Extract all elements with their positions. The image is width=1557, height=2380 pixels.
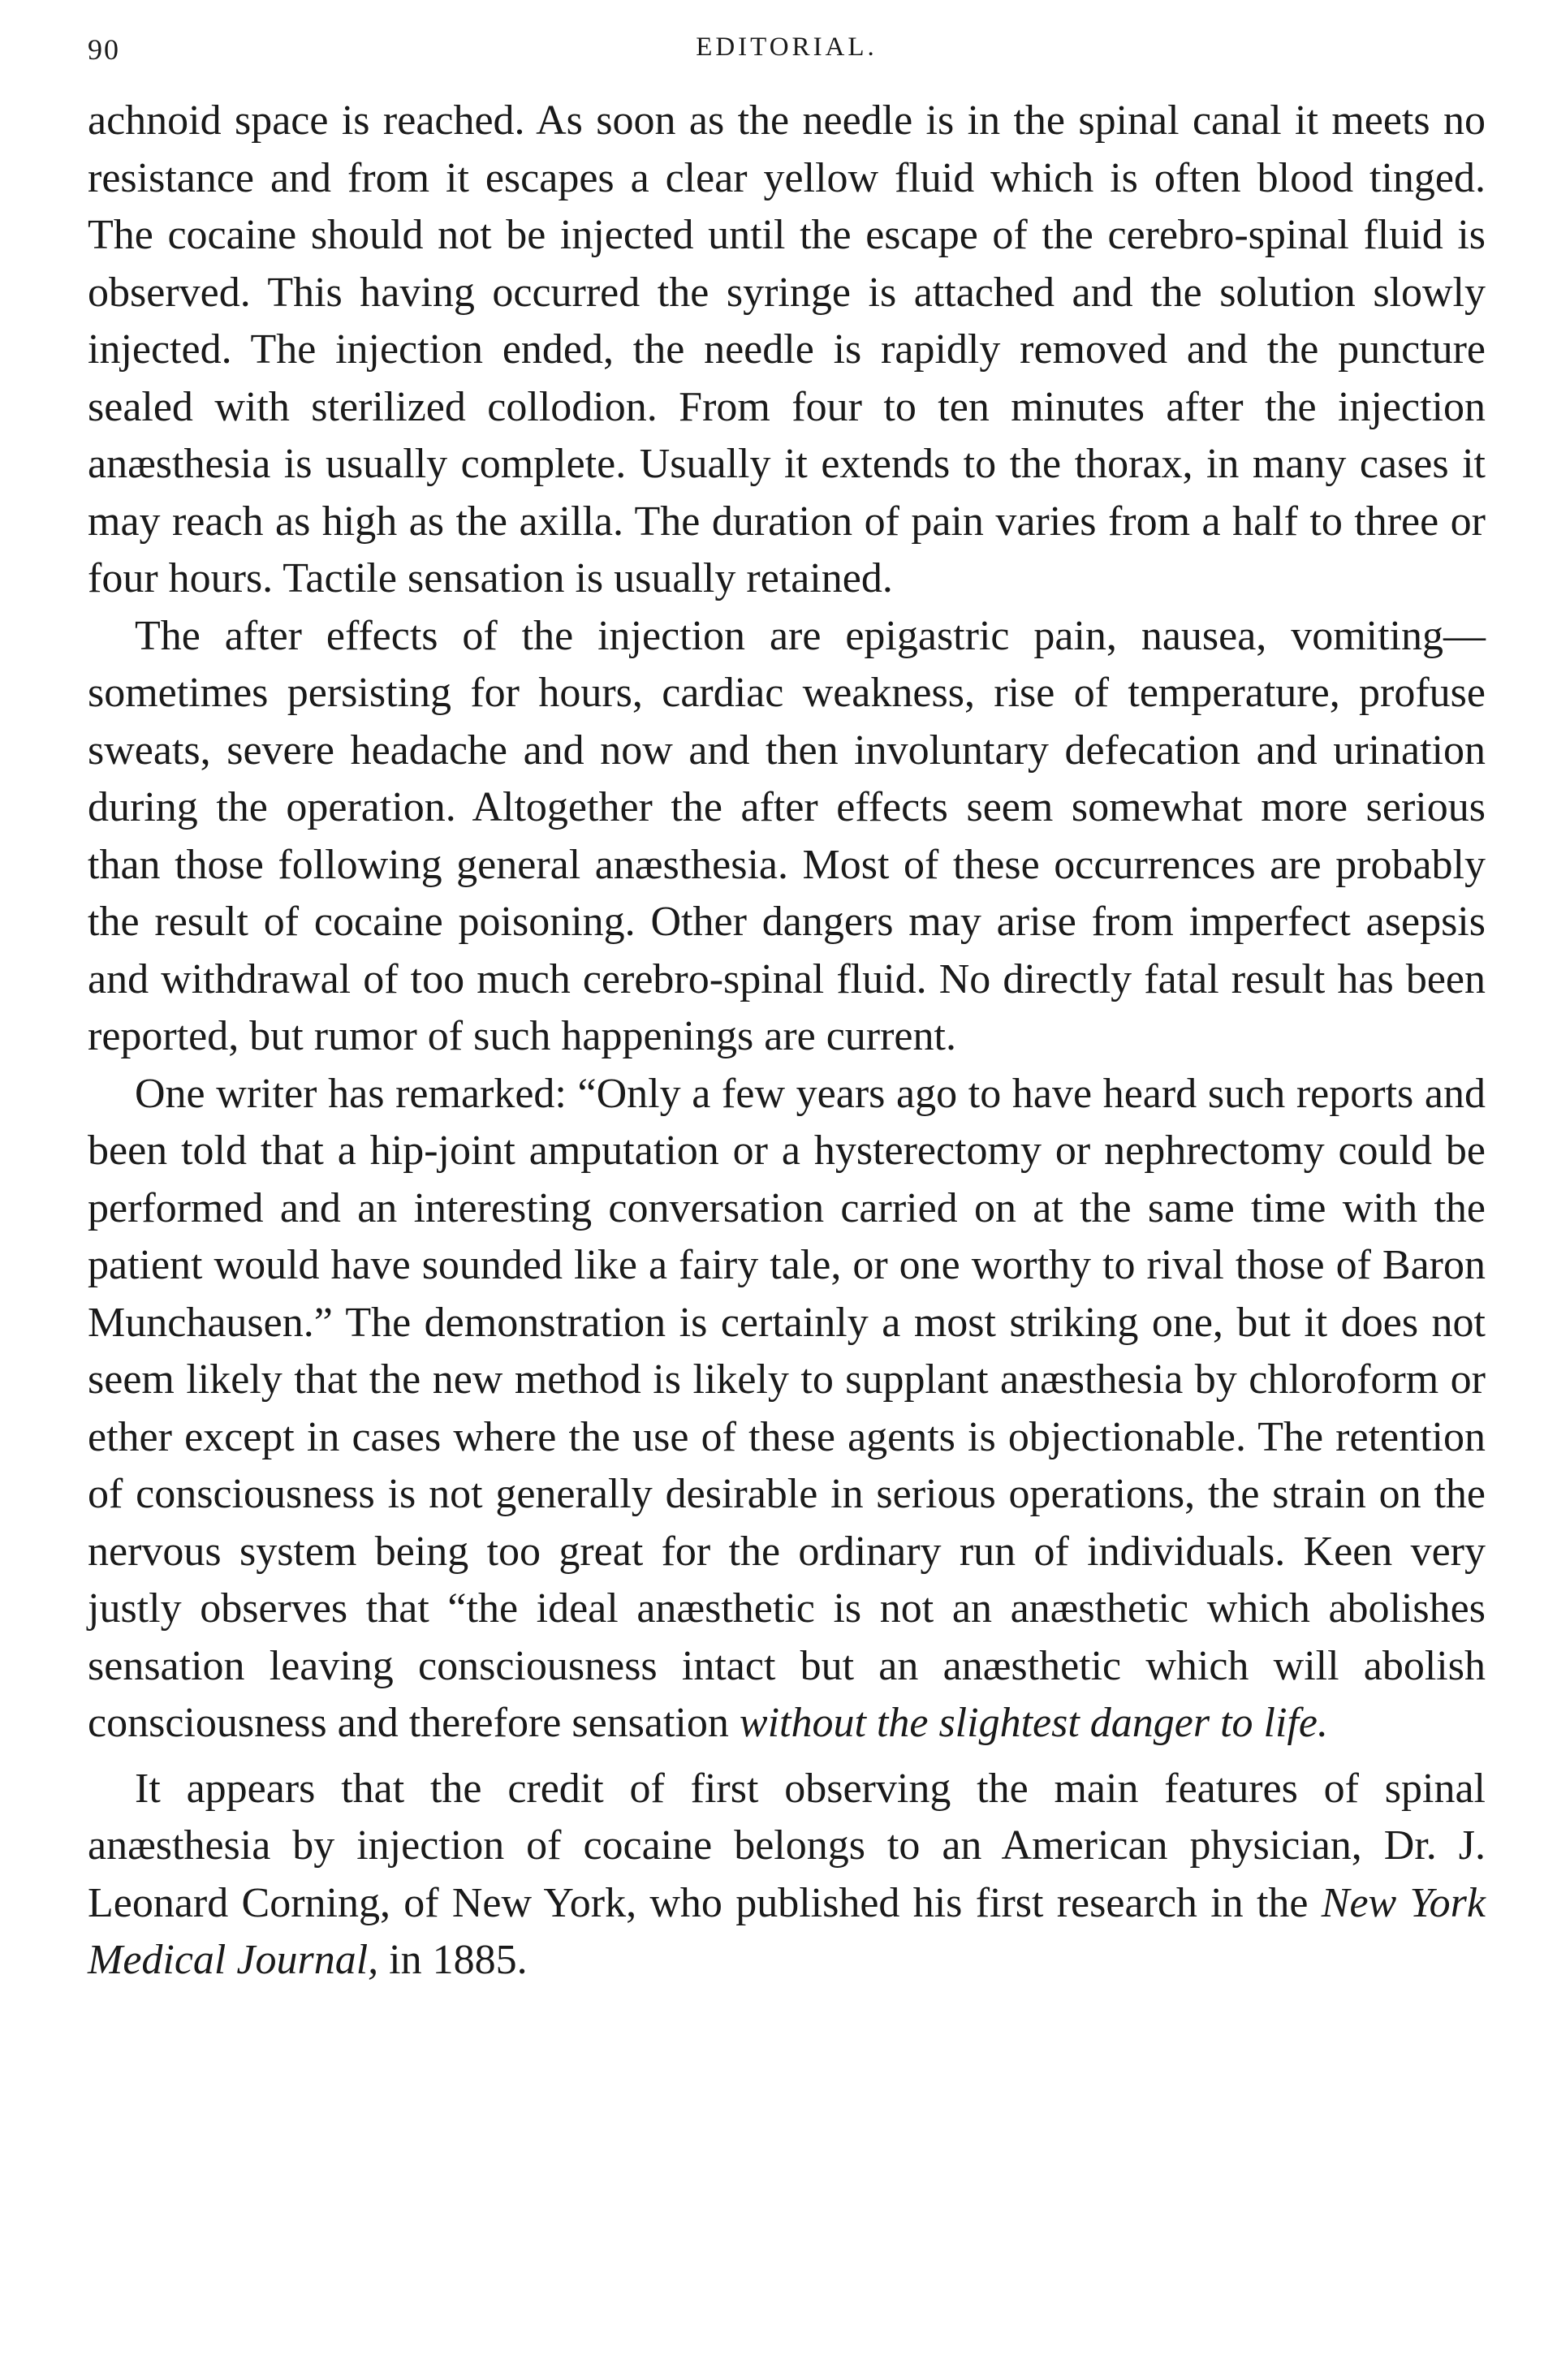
- paragraph-3: [88, 1066, 1486, 1753]
- journal-title: New York Medical Journal,: [88, 1879, 1486, 1983]
- book-page: [88, 0, 1486, 2380]
- paragraph-4-text: It appears that the credit of first observing the main features of spinal anæsthesia by injection of cocaine belongs to an American physician, Dr. J. Leonard Corning, of New York, who published his first research in the: [88, 1765, 1486, 1926]
- running-head: [88, 32, 1486, 81]
- paragraph-2: The after effects of the injection are epigastric pain, nausea, vomiting—sometimes persisting for hours, cardiac weakness, rise of temperature, profuse sweats, severe headache and now and then involuntary defecation and urination during the operation. Altogether the after effects seem somewhat more serious than those following general anæsthesia. Most of these occurrences are probably the result of cocaine poisoning. Other dangers may arise from imperfect asepsis and withdrawal of too much cerebro-spinal fluid. No directly fatal result has been reported, but rumor of such happenings are current.: [88, 612, 1486, 1059]
- running-title: EDITORIAL.: [696, 32, 878, 62]
- paragraph-1: achnoid space is reached. As soon as the needle is in the spinal canal it meets no resistance and from it escapes a clear yellow fluid which is often blood tinged. The cocaine should not be injected until the escape of the cerebro-spinal fluid is observed. This having occurred the syringe is attached and the solution slowly injected. The injection ended, the needle is rapidly removed and the puncture sealed with sterilized collodion. From four to ten minutes after the injection anæsthesia is usually complete. Usually it extends to the thorax, in many cases it may reach as high as the axilla. The duration of pain varies from a half to three or four hours. Tactile sensation is usually retained.: [88, 97, 1486, 601]
- page-number: 90: [88, 33, 120, 66]
- paragraph-3-italic: without the slightest danger to life.: [739, 1700, 1328, 1746]
- paragraph-3-text: One writer has remarked: “Only a few years ago to have heard such reports and been told that a hip-joint amputation or a hysterectomy or nephrectomy could be performed and an interesting conversation carried on at the same time with the patient would have sounded like a fairy tale, or one worthy to rival those of Baron Munchausen.” The demonstration is certainly a most striking one, but it does not seem likely that the new method is likely to supplant anæsthesia by chloroform or ether except in cases where the use of these agents is objectionable. The retention of consciousness is not generally desirable in serious operations, the strain on the nervous system being too great for the ordinary run of individuals. Keen very justly observes that “the ideal anæsthetic is not an anæsthetic which abolishes sensation leaving consciousness intact but an anæsthetic which will abolish consciousness and therefore sensation: [88, 1070, 1486, 1746]
- paragraph-4-text-end: in 1885.: [378, 1937, 528, 1983]
- paragraph-4: [88, 1761, 1486, 1990]
- body-text: [88, 93, 1486, 1990]
